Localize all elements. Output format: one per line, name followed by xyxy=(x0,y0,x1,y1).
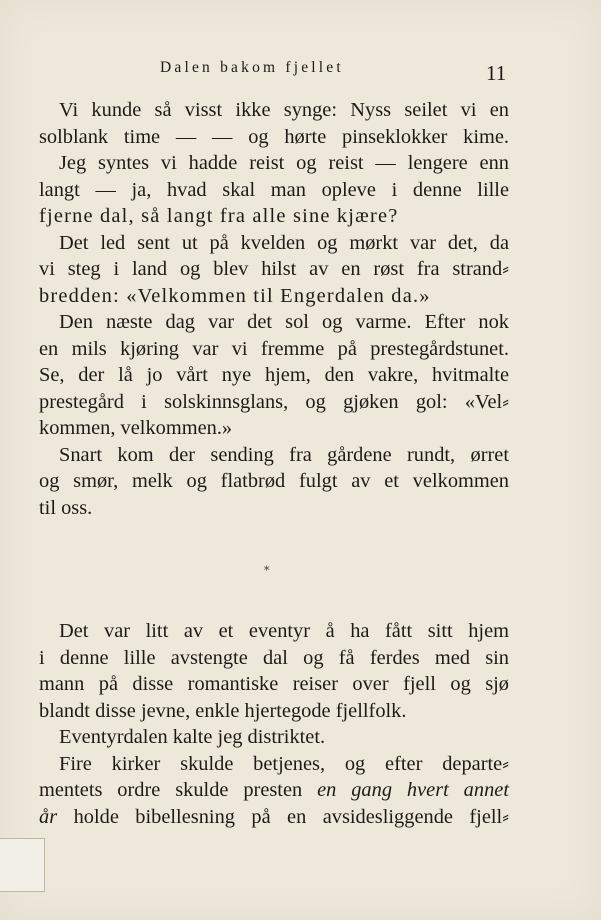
text-line: mann på disse romantiske reiser over fjell og sjø xyxy=(39,673,509,695)
page-number: 11 xyxy=(486,61,507,85)
text-line: kommen, velkommen.» xyxy=(39,417,233,439)
text-line xyxy=(39,777,509,804)
text-segment: mentets ordre skulde presten xyxy=(39,779,303,801)
text-line: vi steg i land og blev hilst av en røst fra strand⸗ xyxy=(39,258,509,280)
text-line: og smør, melk og flatbrød fulgt av et velkommen xyxy=(39,470,509,492)
text-line: i denne lille avstengte dal og få ferdes med sin xyxy=(39,646,509,669)
page-header xyxy=(0,59,601,89)
text-line: bredden: «Velkommen til Engerdalen da.» xyxy=(39,284,431,307)
section-ornament: * xyxy=(264,564,270,577)
text-line: fjerne dal, så langt fra alle sine kjære? xyxy=(39,205,399,227)
text-line: Det led sent ut på kvelden og mørkt var det, da xyxy=(59,231,509,254)
text-line: Snart kom der sending fra gårdene rundt, ørret xyxy=(59,443,509,466)
text-line xyxy=(39,804,509,831)
text-line: til oss. xyxy=(39,496,93,519)
text-line: prestegård i solskinnsglans, og gjøken gol: «Vel⸗ xyxy=(39,390,509,413)
text-line: Se, der lå jo vårt nye hjem, den vakre, hvitmalte xyxy=(39,364,509,386)
text-line: Eventyrdalen kalte jeg distriktet. xyxy=(59,726,326,748)
text-line: Vi kunde så visst ikke synge: Nyss seilet vi en xyxy=(59,99,509,121)
text-block-1 xyxy=(39,97,509,521)
text-line: Jeg syntes vi hadde reist og reist — lengere enn xyxy=(59,152,509,174)
text-line: Det var litt av et eventyr å ha fått sitt hjem xyxy=(59,620,509,642)
text-line: blandt disse jevne, enkle hjertegode fjellfolk. xyxy=(39,699,407,722)
text-segment: holde bibellesning på en avsidesliggende fjell⸗ xyxy=(73,805,509,828)
text-line: langt — ja, hvad skal man opleve i denne lille xyxy=(39,178,509,201)
text-line: solblank time — — og hørte pinseklokker kime. xyxy=(39,125,509,148)
text-line: Den næste dag var det sol og varme. Efter nok xyxy=(59,311,509,333)
italic-word: år xyxy=(39,805,58,828)
text-block-2 xyxy=(39,618,509,830)
library-label xyxy=(0,838,45,892)
text-line: Fire kirker skulde betjenes, og efter departe⸗ xyxy=(59,752,509,775)
running-title: Dalen bakom fjellet xyxy=(160,59,344,76)
italic-phrase: en gang hvert annet xyxy=(317,779,509,801)
text-line: en mils kjøring var vi fremme på prestegårdstunet. xyxy=(39,337,509,360)
